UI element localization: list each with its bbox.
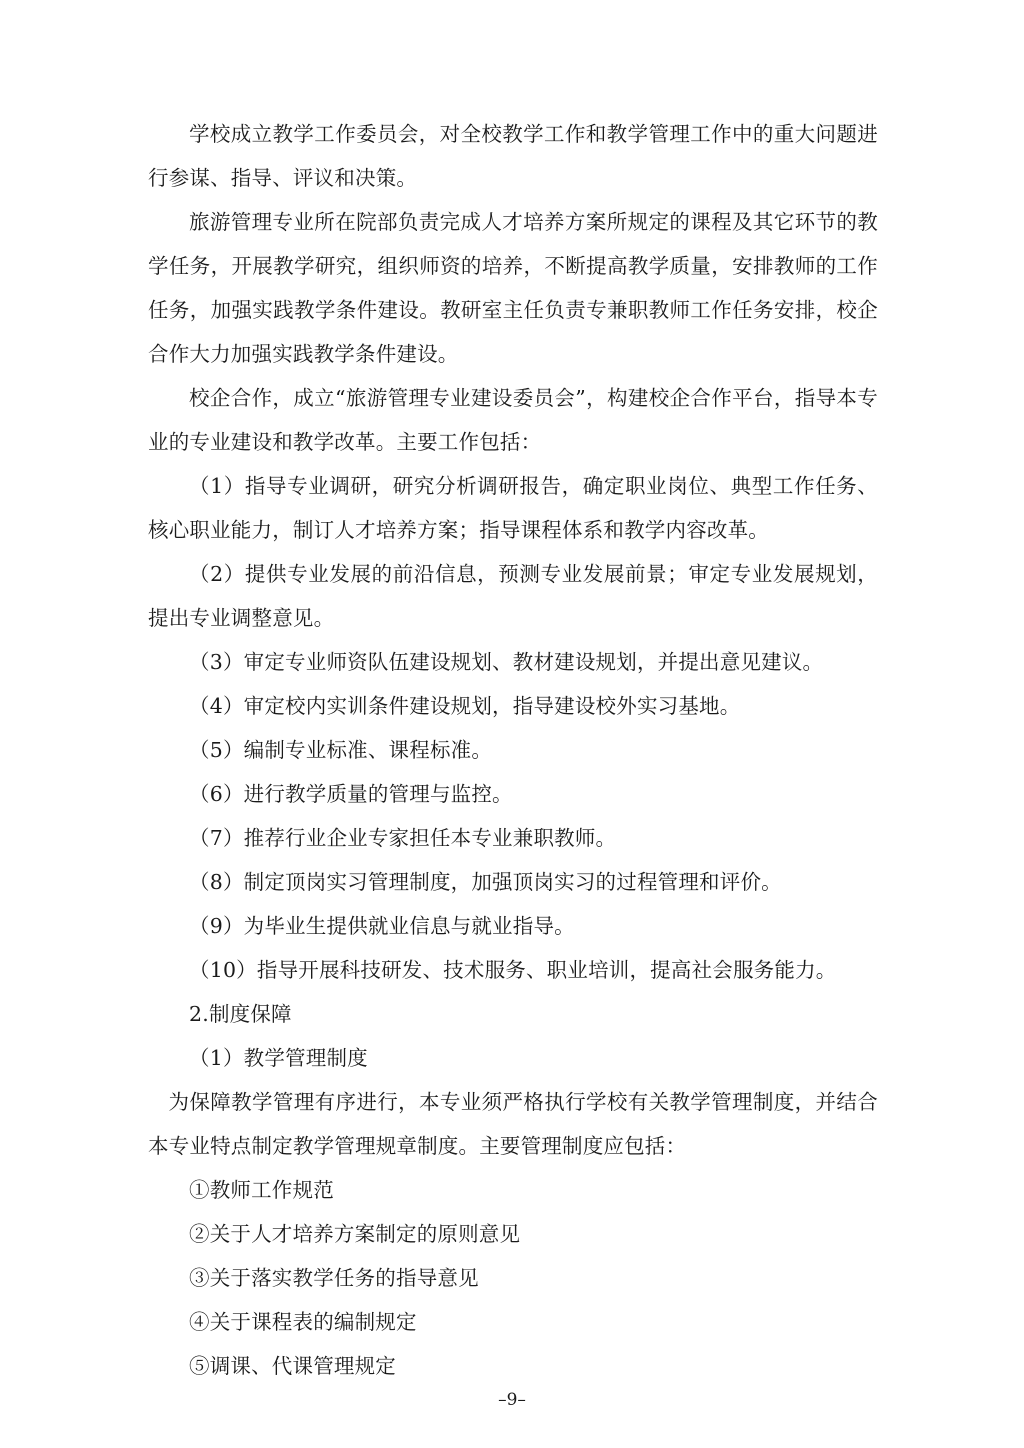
paragraph-tourism-department: 旅游管理专业所在院部负责完成人才培养方案所规定的课程及其它环节的教学任务，开展教学研究，组织师资的培养，不断提高教学质量，安排教师的工作任务，加强实践教学条件建设。教研室主任负责专兼职教师工作任务安排，校企合作大力加强实践教学条件建设。 [148,210,878,366]
paragraph-guarantee-body: 为保障教学管理有序进行，本专业须严格执行学校有关教学管理制度，并结合本专业特点制定教学管理规章制度。主要管理制度应包括： [148,1090,878,1158]
subheading-teaching-management: （1）教学管理制度 [189,1046,368,1070]
list-item-7: （7）推荐行业企业专家担任本专业兼职教师。 [189,826,617,850]
list-item-1: （1）指导专业调研，研究分析调研报告，确定职业岗位、典型工作任务、核心职业能力，制订人才培养方案；指导课程体系和教学内容改革。 [148,474,878,542]
heading-system-guarantee: 2.制度保障 [189,1002,292,1026]
paragraph-school-enterprise: 校企合作，成立“旅游管理专业建设委员会”，构建校企合作平台，指导本专业的专业建设和教学改革。主要工作包括： [148,386,878,454]
sub-list-item-4: ④关于课程表的编制规定 [189,1310,417,1334]
paragraph-teaching-committee: 学校成立教学工作委员会，对全校教学工作和教学管理工作中的重大问题进行参谋、指导、评议和决策。 [148,122,878,190]
list-item-4: （4）审定校内实训条件建设规划，指导建设校外实习基地。 [189,694,741,718]
list-item-6: （6）进行教学质量的管理与监控。 [189,782,513,806]
list-item-3: （3）审定专业师资队伍建设规划、教材建设规划，并提出意见建议。 [189,650,824,674]
page-number: –9– [498,1390,526,1410]
sub-list-item-2: ②关于人才培养方案制定的原则意见 [189,1222,521,1246]
list-item-10: （10）指导开展科技研发、技术服务、职业培训，提高社会服务能力。 [189,958,837,982]
sub-list-item-1: ①教师工作规范 [189,1178,334,1202]
sub-list-item-5: ⑤调课、代课管理规定 [189,1354,396,1378]
list-item-9: （9）为毕业生提供就业信息与就业指导。 [189,914,575,938]
document-body [148,112,878,1388]
list-item-5: （5）编制专业标准、课程标准。 [189,738,493,762]
list-item-2: （2）提供专业发展的前沿信息，预测专业发展前景；审定专业发展规划，提出专业调整意见。 [148,562,878,630]
list-item-8: （8）制定顶岗实习管理制度，加强顶岗实习的过程管理和评价。 [189,870,782,894]
sub-list-item-3: ③关于落实教学任务的指导意见 [189,1266,479,1290]
